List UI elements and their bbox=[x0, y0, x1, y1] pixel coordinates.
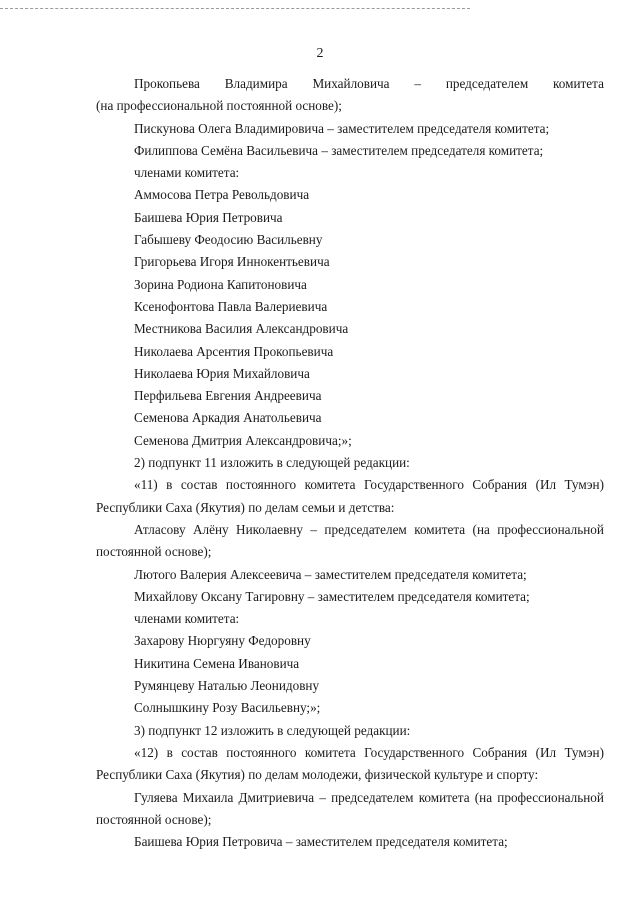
text-line: Николаева Арсентия Прокопьевича bbox=[134, 343, 334, 359]
word: постоянного bbox=[226, 744, 297, 760]
text-line: Семенова Дмитрия Александровича;»; bbox=[134, 432, 352, 448]
word: Государственного bbox=[364, 744, 465, 760]
word: Николаевну bbox=[236, 521, 303, 537]
text-line: Лютого Валерия Алексеевича – заместителем председателя комитета; bbox=[134, 566, 527, 582]
text-line: 3) подпункт 12 изложить в следующей редакции: bbox=[134, 722, 411, 738]
text-line: членами комитета: bbox=[134, 165, 240, 181]
word: Владимира bbox=[224, 76, 288, 91]
word: Прокопьева bbox=[134, 76, 200, 91]
word: председателем bbox=[324, 521, 407, 537]
word: Михаила bbox=[182, 789, 234, 805]
document-body bbox=[96, 76, 604, 856]
text-line: Николаева Юрия Михайловича bbox=[134, 365, 310, 381]
text-line: постоянной основе); bbox=[96, 811, 212, 827]
text-line bbox=[96, 745, 604, 767]
text-line: членами комитета: bbox=[134, 611, 240, 627]
text-line: Аммосова Петра Револьдовича bbox=[134, 187, 310, 203]
word: в bbox=[166, 744, 173, 760]
word: Тумэн) bbox=[564, 477, 604, 493]
page-number: 2 bbox=[316, 46, 324, 61]
text-line: Пискунова Олега Владимировича – заместителем председателя комитета; bbox=[134, 120, 550, 136]
text-line bbox=[96, 76, 604, 98]
text-line: Перфильева Евгения Андреевича bbox=[134, 388, 322, 404]
text-line: (на профессиональной постоянной основе); bbox=[96, 98, 342, 114]
text-line: Захарову Нюргуяну Федоровну bbox=[134, 633, 311, 649]
word: Атласову bbox=[134, 521, 186, 537]
word: – bbox=[414, 76, 421, 91]
word: профессиональной bbox=[497, 789, 604, 805]
word: состав bbox=[181, 744, 218, 760]
text-line: Габышеву Феодосию Васильевну bbox=[134, 232, 323, 248]
text-line: Баишева Юрия Петровича bbox=[134, 209, 283, 225]
word: комитета bbox=[304, 744, 356, 760]
text-line: Республики Саха (Якутия) по делам молодежи, физической культуре и спорту: bbox=[96, 767, 539, 783]
text-line: Михайлову Оксану Тагировну – заместителем председателя комитета; bbox=[134, 588, 530, 604]
word: профессиональной bbox=[497, 521, 604, 537]
scan-artifact-line bbox=[0, 8, 470, 9]
word: – bbox=[319, 789, 326, 805]
text-line: Румянцеву Наталью Леонидовну bbox=[134, 678, 320, 694]
word: (Ил bbox=[535, 477, 557, 493]
text-line: Ксенофонтова Павла Валериевича bbox=[134, 298, 328, 314]
word: комитета bbox=[553, 76, 604, 91]
word: председателем bbox=[331, 789, 414, 805]
word: Алёну bbox=[193, 521, 229, 537]
text-line bbox=[96, 790, 604, 812]
word: комитета bbox=[418, 789, 470, 805]
word: Собрания bbox=[472, 477, 528, 493]
word: комитета bbox=[414, 521, 466, 537]
text-line bbox=[96, 522, 604, 544]
word: (на bbox=[472, 521, 490, 537]
word: Собрания bbox=[472, 744, 528, 760]
text-line: Зорина Родиона Капитоновича bbox=[134, 276, 307, 292]
text-line: Солнышкину Розу Васильевну;»; bbox=[134, 700, 321, 716]
word: Дмитриевича bbox=[238, 789, 315, 805]
text-line: постоянной основе); bbox=[96, 544, 212, 560]
text-line: Республики Саха (Якутия) по делам семьи и детства: bbox=[96, 499, 395, 515]
word: – bbox=[310, 521, 317, 537]
word: Михайловича bbox=[312, 76, 390, 91]
text-line: Никитина Семена Ивановича bbox=[134, 655, 300, 671]
text-line: Семенова Аркадия Анатольевича bbox=[134, 410, 322, 426]
text-line: Григорьева Игоря Иннокентьевича bbox=[134, 254, 330, 270]
word: в bbox=[166, 477, 173, 493]
text-line: Филиппова Семёна Васильевича – заместителем председателя комитета; bbox=[134, 142, 544, 158]
word: комитета bbox=[304, 477, 356, 493]
text-line bbox=[96, 477, 604, 499]
word: постоянного bbox=[225, 477, 297, 493]
word: «11) bbox=[134, 477, 158, 493]
text-line: Местникова Василия Александровича bbox=[134, 321, 349, 337]
word: (Ил bbox=[535, 744, 557, 760]
word: Тумэн) bbox=[564, 744, 604, 760]
text-line: 2) подпункт 11 изложить в следующей редакции: bbox=[134, 455, 410, 471]
word: Гуляева bbox=[134, 789, 178, 805]
word: (на bbox=[474, 789, 493, 805]
word: Государственного bbox=[363, 477, 464, 493]
word: председателем bbox=[445, 76, 529, 91]
text-line: Баишева Юрия Петровича – заместителем председателя комитета; bbox=[134, 834, 508, 850]
word: состав bbox=[180, 477, 218, 493]
word: «12) bbox=[134, 744, 159, 760]
